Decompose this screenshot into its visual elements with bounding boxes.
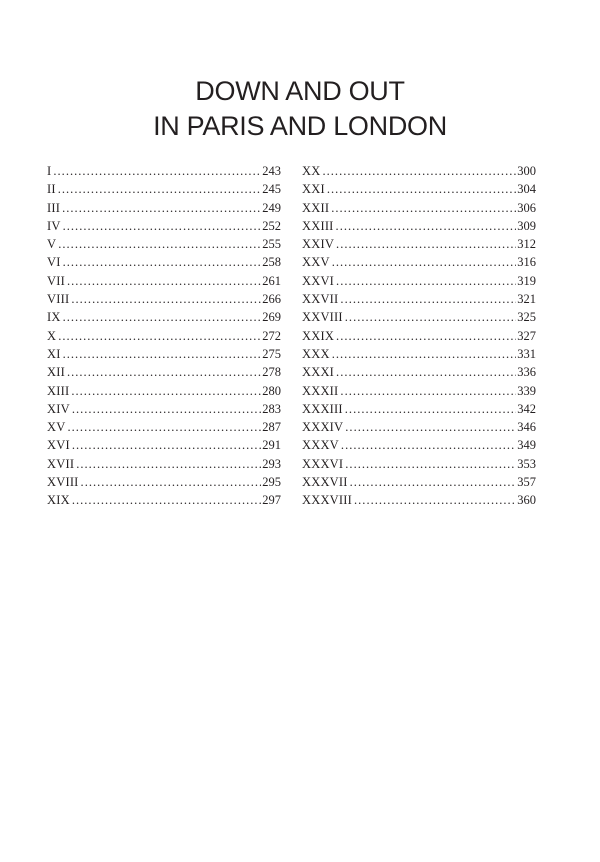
contents-entry (47, 400, 281, 418)
dot-leader (58, 327, 261, 345)
dot-leader (53, 162, 261, 180)
page-number: 291 (262, 438, 281, 453)
chapter-number: X (47, 328, 57, 343)
chapter-number: XXXIV (302, 420, 344, 435)
dot-leader (322, 162, 516, 180)
chapter-number: XXIX (302, 328, 335, 343)
page-number: 295 (262, 475, 281, 490)
chapter-number: XXXII (302, 383, 339, 398)
dot-leader (345, 455, 516, 473)
chapter-number: VIII (47, 292, 70, 307)
dot-leader (340, 382, 516, 400)
contents-entry (47, 327, 281, 345)
contents-entry (302, 455, 536, 473)
contents-entry (47, 253, 281, 271)
dot-leader (71, 382, 261, 400)
chapter-number: XIII (47, 383, 70, 398)
page-number: 293 (262, 456, 281, 471)
contents-entry (302, 400, 536, 418)
contents-entry (302, 253, 536, 271)
chapter-number: XXII (302, 200, 330, 215)
chapter-number: XXXIII (302, 401, 343, 416)
contents-entry (47, 455, 281, 473)
dot-leader (336, 272, 516, 290)
page-number: 269 (262, 310, 281, 325)
chapter-number: XXIII (302, 218, 334, 233)
chapter-number: XII (47, 365, 65, 380)
contents-entry (47, 199, 281, 217)
contents-entry (302, 162, 536, 180)
dot-leader (67, 363, 261, 381)
contents-entry (302, 382, 536, 400)
chapter-number: XXXVIII (302, 493, 352, 508)
dot-leader (71, 290, 261, 308)
page-number: 306 (517, 200, 536, 215)
chapter-number: XVI (47, 438, 70, 453)
book-title (0, 74, 600, 144)
page-number: 280 (262, 383, 281, 398)
contents-entry (302, 180, 536, 198)
chapter-number: XV (47, 420, 66, 435)
contents-entry (302, 308, 536, 326)
contents-entry (47, 382, 281, 400)
contents-entry (302, 199, 536, 217)
contents-entry (302, 436, 536, 454)
chapter-number: XXX (302, 346, 330, 361)
dot-leader (332, 345, 517, 363)
contents-entry (47, 436, 281, 454)
contents-column-right (302, 162, 536, 510)
contents-entry (302, 217, 536, 235)
page-number: 312 (517, 237, 536, 252)
dot-leader (62, 199, 261, 217)
page-number: 300 (517, 164, 536, 178)
book-title-line-2: IN PARIS AND LONDON (153, 111, 447, 141)
page-number: 346 (517, 420, 536, 435)
chapter-number: XXXVII (302, 475, 348, 490)
contents-column-left (47, 162, 281, 510)
dot-leader (327, 180, 516, 198)
page-number: 255 (262, 237, 281, 252)
chapter-number: XXXI (302, 365, 335, 380)
page-number: 243 (262, 164, 281, 178)
chapter-number: XXXV (302, 438, 339, 453)
contents-entry (302, 235, 536, 253)
dot-leader (354, 491, 516, 509)
page-number: 304 (517, 182, 536, 197)
chapter-number: I (47, 164, 52, 178)
chapter-number: V (47, 237, 57, 252)
page-number: 360 (517, 493, 536, 508)
page-number: 275 (262, 346, 281, 361)
page-number: 261 (262, 273, 281, 288)
chapter-number: II (47, 182, 56, 197)
dot-leader (72, 436, 261, 454)
contents-entry (47, 162, 281, 180)
dot-leader (63, 308, 262, 326)
page-number: 327 (517, 328, 536, 343)
chapter-number: III (47, 200, 61, 215)
dot-leader (331, 199, 516, 217)
dot-leader (58, 235, 261, 253)
contents-entry (47, 491, 281, 509)
page-number: 252 (262, 218, 281, 233)
dot-leader (72, 491, 261, 509)
chapter-number: XX (302, 164, 321, 178)
page-number: 319 (517, 273, 536, 288)
contents-entry (302, 363, 536, 381)
chapter-number: XXVIII (302, 310, 343, 325)
chapter-number: XIX (47, 493, 70, 508)
page-number: 342 (517, 401, 536, 416)
chapter-number: XXIV (302, 237, 335, 252)
chapter-number: IV (47, 218, 61, 233)
chapter-number: XXV (302, 255, 330, 270)
page-number: 266 (262, 292, 281, 307)
dot-leader (72, 400, 261, 418)
dot-leader (350, 473, 517, 491)
dot-leader (67, 272, 261, 290)
contents-entry (302, 290, 536, 308)
chapter-number: XXVI (302, 273, 335, 288)
dot-leader (63, 345, 262, 363)
contents-entry (302, 345, 536, 363)
dot-leader (58, 180, 262, 198)
contents-entry (47, 217, 281, 235)
dot-leader (345, 308, 516, 326)
dot-leader (336, 327, 516, 345)
contents-entry (47, 272, 281, 290)
chapter-number: XI (47, 346, 61, 361)
book-title-line-1: DOWN AND OUT (195, 76, 405, 106)
page-number: 309 (517, 218, 536, 233)
page-number: 283 (262, 401, 281, 416)
chapter-number: VI (47, 255, 61, 270)
page-number: 272 (262, 328, 281, 343)
contents-entry (47, 363, 281, 381)
dot-leader (336, 235, 516, 253)
dot-leader (76, 455, 261, 473)
chapter-number: XXVII (302, 292, 339, 307)
chapter-number: VII (47, 273, 65, 288)
page-number: 297 (262, 493, 281, 508)
chapter-number: IX (47, 310, 61, 325)
dot-leader (332, 253, 517, 271)
page-number: 353 (517, 456, 536, 471)
contents-entry (47, 345, 281, 363)
contents-entry (302, 418, 536, 436)
page-number: 287 (262, 420, 281, 435)
dot-leader (63, 217, 262, 235)
page-number: 357 (517, 475, 536, 490)
contents-entry (47, 418, 281, 436)
page-number: 349 (517, 438, 536, 453)
dot-leader (340, 290, 516, 308)
page-number: 249 (262, 200, 281, 215)
dot-leader (336, 363, 516, 381)
page-number: 331 (517, 346, 536, 361)
dot-leader (81, 473, 262, 491)
contents-entry (302, 473, 536, 491)
chapter-number: XXXVI (302, 456, 344, 471)
chapter-number: XVII (47, 456, 75, 471)
contents-entry (47, 473, 281, 491)
dot-leader (341, 436, 516, 454)
page-number: 336 (517, 365, 536, 380)
dot-leader (67, 418, 261, 436)
contents-entry (302, 327, 536, 345)
contents-entry (47, 290, 281, 308)
dot-leader (345, 400, 516, 418)
dot-leader (345, 418, 516, 436)
chapter-number: XXI (302, 182, 325, 197)
page-number: 278 (262, 365, 281, 380)
page-number: 339 (517, 383, 536, 398)
page-number: 258 (262, 255, 281, 270)
contents-entry (302, 272, 536, 290)
contents-entry (47, 235, 281, 253)
contents-entry (47, 308, 281, 326)
dot-leader (63, 253, 262, 271)
contents-entry (302, 491, 536, 509)
page-number: 321 (517, 292, 536, 307)
contents-entry (47, 180, 281, 198)
chapter-number: XIV (47, 401, 70, 416)
page-number: 316 (517, 255, 536, 270)
page-number: 245 (262, 182, 281, 197)
chapter-number: XVIII (47, 475, 79, 490)
dot-leader (336, 217, 517, 235)
page-number: 325 (517, 310, 536, 325)
